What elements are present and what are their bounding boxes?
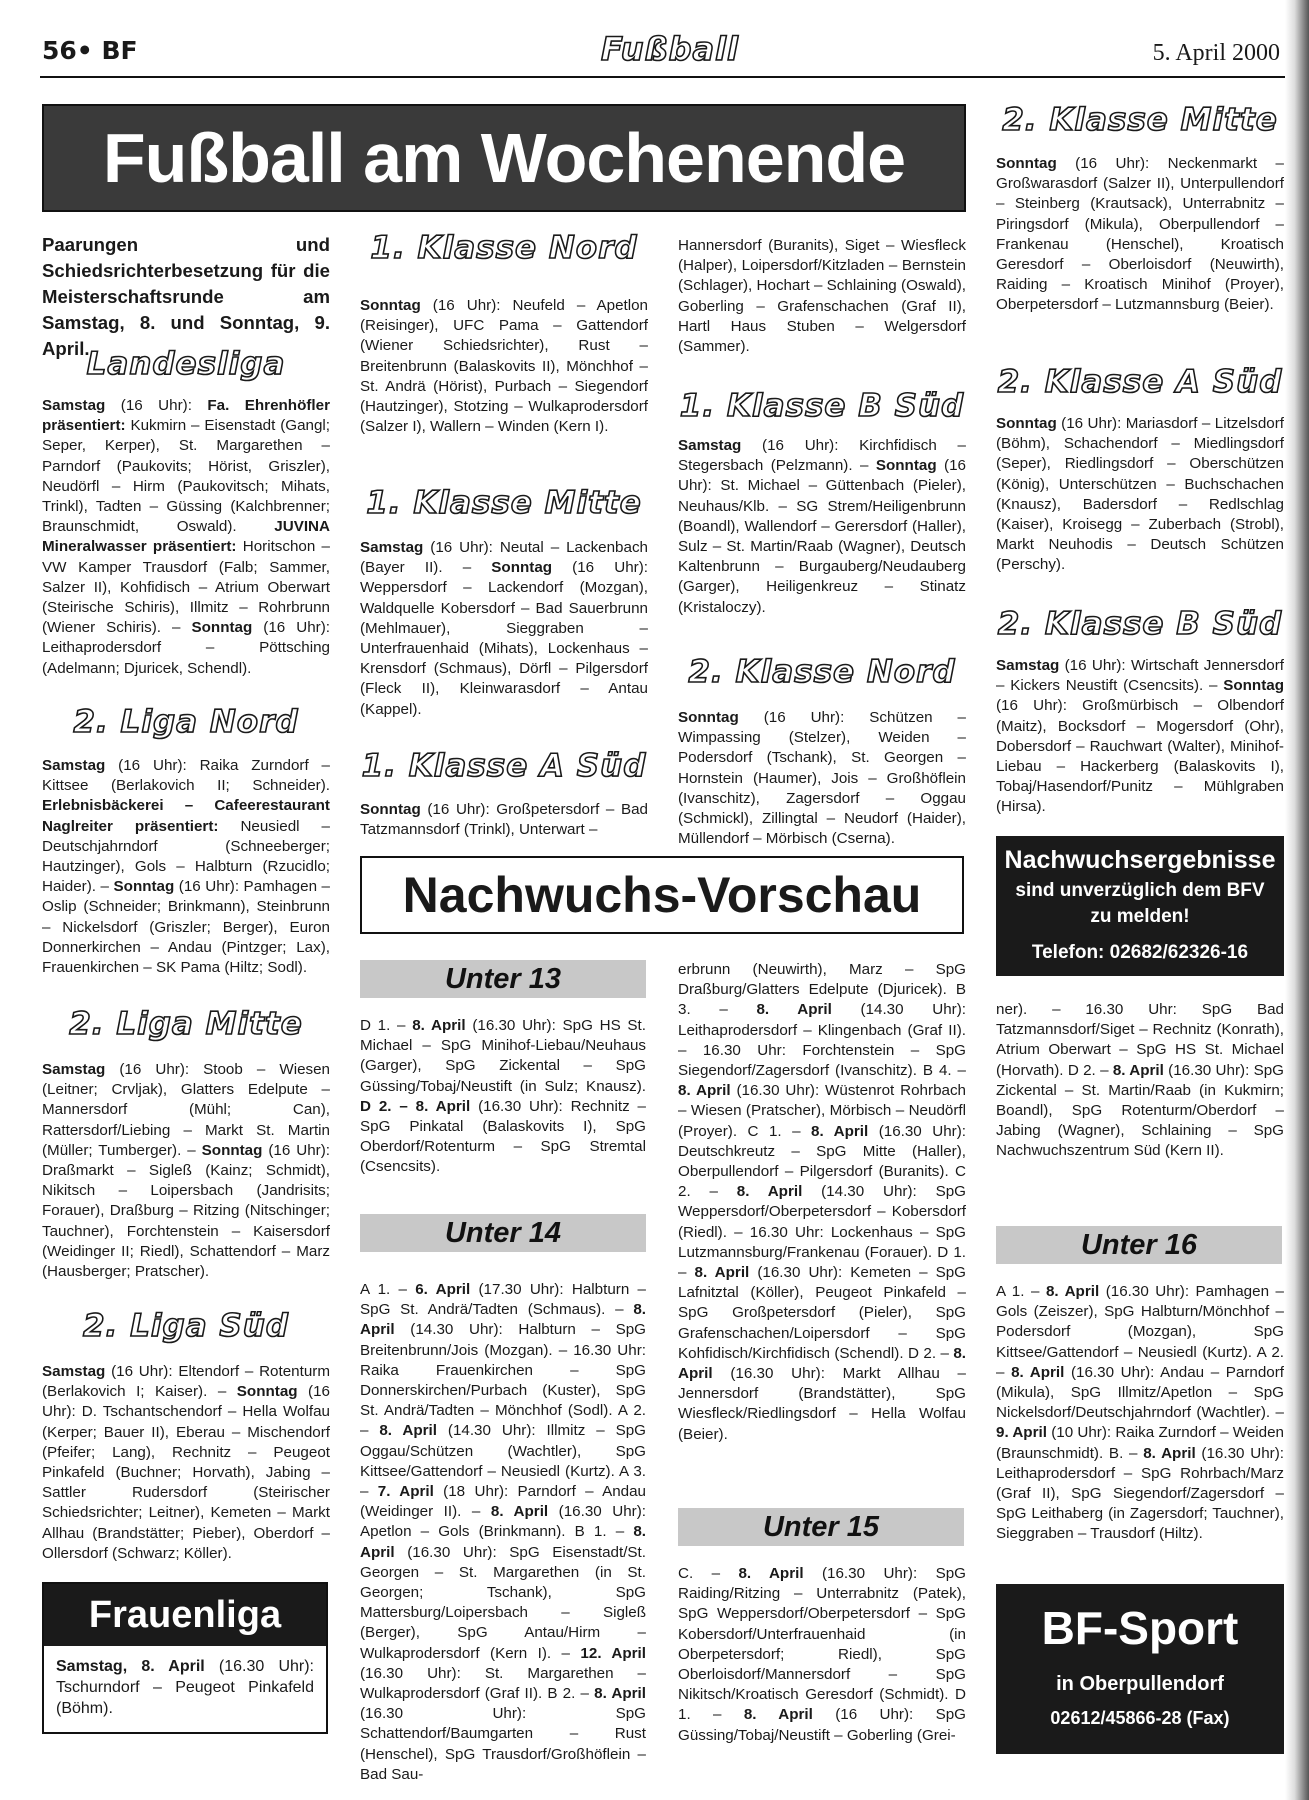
heading-2-klasse-mitte: 2. Klasse Mitte (1002, 102, 1278, 138)
nachwuchs-vorschau-title: Nachwuchs-Vorschau (402, 867, 922, 923)
scan-edge (1285, 0, 1309, 1800)
main-title-banner (42, 104, 966, 212)
nachwuchs-vorschau-title-box (360, 856, 964, 934)
body-unter-15-part1: C. – 8. April (16.30 Uhr): SpG Raiding/Ritzing – Unterrabnitz (Patek), SpG Weppersdorf/Oberpetersdorf – SpG Kobersdorf/Unterfrauenhaid (in Oberpetersdorf; Riedl), SpG Oberloisdorf/Mannersdorf – SpG Nikitsch/Kroatisch Geresdorf (Schmidt). D 1. – 8. April (16 Uhr): SpG Güssing/Tobaj/Neustift – Goberling (Grei- (678, 1565, 966, 1744)
masthead-section: Fußball (600, 30, 740, 68)
nachwuchsergebnisse-title: Nachwuchsergebnisse (1004, 846, 1276, 874)
body-2-klasse-mitte: Sonntag (16 Uhr): Neckenmarkt – Großwarasdorf (Salzer II), Unterpullendorf – Steinberg (Krautsack), Unterrabnitz – Piringsdorf (Mikula), Oberpullendorf – Frankenau (Henschel), Kroatisch Geresdorf – Oberloisdorf (Neuwirth), Raiding – Kroatisch Minihof (Proyer), Oberpetersdorf – Lutzmannsburg (Beier). (996, 155, 1284, 314)
heading-unter-14: Unter 14 (360, 1214, 646, 1252)
body-1-klasse-mitte: Samstag (16 Uhr): Neutal – Lackenbach (Bayer II). – Sonntag (16 Uhr): Weppersdorf – Lackendorf (Mozgan), Waldquelle Kobersdorf – Bad Sauerbrunn (Mehlmauer), Sieggraben – Unterfrauenhaid (Mihats), Lockenhaus – Krensdorf (Schmaus), Dörfl – Pilgersdorf (Fleck II), Kleinwarasdorf – Antau (Kappel). (360, 539, 649, 718)
heading-2-liga-mitte: 2. Liga Mitte (69, 1006, 303, 1042)
body-unter-14-part1: A 1. – 6. April (17.30 Uhr): Halbturn – SpG St. Andrä/Tadten (Schmaus). – 8. April (14.30 Uhr): Halbturn – SpG Breitenbrunn/Jois (Mozgan). – 16.30 Uhr: Raika Frauenkirchen – SpG Donnerskirchen/Purbach (Kuster), SpG St. Andrä/Tadten – Mönchhof (Sodl). A 2. – 8. April (14.30 Uhr): Illmitz – SpG Oggau/Schützen (Wachtler), SpG Kittsee/Gattendorf – Neusiedl (Kurtz). A 3. – 7. April (18 Uhr): Parndorf – Andau (Weidinger II). – 8. April (16.30 Uhr): Apetlon – Gols (Brinkmann). B 1. – 8. April (16.30 Uhr): SpG Eisenstadt/St. Georgen – St. Margarethen (in St. Georgen; Tschank), SpG Mattersburg/Loipersbach – Sigleß (Berger), SpG Antau/Hirm – Wulkaprodersdorf (Kern I). – 12. April (16.30 Uhr): St. Margarethen – Wulkaprodersdorf (Graf II). B 2. – 8. April (16.30 Uhr): SpG Schattendorf/Baumgarten – Rust (Henschel), SpG Trausdorf/Großhöflein – Bad Sau- (360, 1281, 647, 1783)
bf-sport-location: in Oberpullendorf (1056, 1673, 1224, 1695)
body-unter-14-part2: erbrunn (Neuwirth), Marz – SpG Draßburg/Glatters Edelpute (Djuricek). B 3. – 8. April (14.30 Uhr): Leithaprodersdorf – Klingenbach (Graf II). – 16.30 Uhr: Forchtenstein – SpG Siegendorf/Zagersdorf (Ivanschitz). B 4. – 8. April (16.30 Uhr): Wüstenrot Rohrbach – Wiesen (Pratscher), Mörbisch – Neudörfl (Proyer). C 1. – 8. April (16.30 Uhr): Deutschkreutz – SpG Mitte (Haller), Oberpullendorf – Pilgersdorf (Buranits). C 2. – 8. April (14.30 Uhr): SpG Weppersdorf/Oberpetersdorf – Kobersdorf (Riedl). – 16.30 Uhr: Lockenhaus – SpG Lutzmannsburg/Frankenau (Forauer). D 1. – 8. April (16.30 Uhr): Kemeten – SpG Lafnitztal (Köller), Peugeot Pinkafeld – SpG Großpetersdorf (Pieler), SpG Grafenschachen/Loipersdorf – SpG Kohfidisch/Kirchfidisch (Schendl). D 2. – 8. April (16.30 Uhr): Markt Allhau – Jennersdorf (Brandstätter), SpG Wiesfleck/Riedlingsdorf – Hella Wolfau (Beier). (678, 961, 967, 1443)
body-1-klasse-b-sued: Samstag (16 Uhr): Kirchfidisch – Stegersbach (Pelzmann). – Sonntag (16 Uhr): St. Michael – Güttenbach (Pieler), Neuhaus/Klb. – SG Strem/Heiligenbrunn (Boandl), Wallendorf – Gerersdorf (Haller), Sulz – St. Martin/Raab (Wagner), Deutsch Kaltenbrunn – Burgauberg/Neudauberg (Garger), Heiligenkreuz – Stinatz (Kristaloczy). (678, 437, 967, 616)
heading-1-klasse-mitte: 1. Klasse Mitte (366, 485, 642, 521)
body-unter-16: A 1. – 8. April (16.30 Uhr): Pamhagen – Gols (Zeiszer), SpG Halbturn/Mönchhof – Podersdorf (Mozgan), SpG Kittsee/Gattendorf – Neusiedl (Kurtz). A 2. – 8. April (16.30 Uhr): Andau – Parndorf (Mikula), SpG Illmitz/Apetlon – SpG Nickelsdorf/Deutschjahrndorf (Wachtler). – 9. April (10 Uhr): Raika Zurndorf – Weiden (Braunschmidt). B. – 8. April (16.30 Uhr): Leithaprodersdorf – SpG Rohrbach/Marz (Graf II), SpG Siegendorf/Zagersdorf – SpG Leithaberg (in Zagersdorf; Tauchner), Sieggraben – Trausdorf (Hiltz). (996, 1283, 1285, 1543)
body-1-klasse-nord: Sonntag (16 Uhr): Neufeld – Apetlon (Reisinger), UFC Pama – Gattendorf (Wiener Schiedsrichter), Rust – Breitenbrunn (Balaskovits II), Mönchhof – St. Andrä (Hörist), Purbach – Siegendorf (Hautzinger), Stotzing – Wulkaprodersdorf (Salzer I), Wallern – Winden (Kern I). (360, 297, 648, 436)
bf-sport-box (996, 1584, 1284, 1754)
nachwuchsergebnisse-line1: sind unverzüglich dem BFV (1015, 880, 1265, 901)
bf-sport-title: BF-Sport (1041, 1602, 1239, 1654)
bf-sport-fax: 02612/45866-28 (Fax) (1050, 1708, 1230, 1728)
nachwuchsergebnisse-line2: zu melden! (1090, 906, 1190, 927)
heading-unter-16: Unter 16 (996, 1226, 1282, 1264)
body-1-klasse-a-sued-cont: Hannersdorf (Buranits), Siget – Wiesfleck (Halper), Loipersdorf/Kitzladen – Bernstein (Schlager), Hochart – Schlaining (Oswald), Goberling – Grafenschachen (Graf II), Hartl Haus Stuben – Welgersdorf (Sammer). (678, 237, 966, 356)
frauenliga-title: Frauenliga (44, 1584, 326, 1646)
body-2-liga-nord: Samstag (16 Uhr): Raika Zurndorf – Kittsee (Berlakovich II; Schneider). Erlebnisbäckerei – Cafeerestaurant Naglreiter präsentiert: Neusiedl – Deutschjahrndorf (Schneeberger; Hautzinger), Gols – Halbturn (Rzucidlo; Haider). – Sonntag (16 Uhr): Pamhagen – Oslip (Schneider; Brinkmann), Steinbrunn – Nickelsdorf (Griszler; Berger), Euron Donnerkirchen – Andau (Pintzger; Lax), Frauenkirchen – SK Pama (Hiltz; Sodl). (42, 757, 330, 977)
nachwuchsergebnisse-phone: Telefon: 02682/62326-16 (1031, 942, 1249, 963)
body-2-klasse-a-sued: Sonntag (16 Uhr): Mariasdorf – Litzelsdorf (Böhm), Schachendorf – Miedlingsdorf (Seper), Riedlingsdorf – Oberschützen (König), Unterschützen – Buchschachen (Knausz), Badersdorf – Redlschlag (Kaiser), Kroisegg – Zuberbach (Strobl), Markt Neuhodis – Deutsch Schützen (Perschy). (996, 415, 1284, 574)
masthead-rule (40, 76, 1285, 78)
body-1-klasse-a-sued: Sonntag (16 Uhr): Großpetersdorf – Bad Tatzmannsdorf (Trinkl), Unterwart – (360, 801, 648, 839)
heading-2-liga-nord: 2. Liga Nord (73, 704, 299, 740)
body-unter-13: D 1. – 8. April (16.30 Uhr): SpG HS St. Michael – SpG Minihof-Liebau/Neuhaus (Garger), SpG Zickental – SpG Güssing/Tobaj/Neustift (in Sulz; Knausz). D 2. – 8. April (16.30 Uhr): Rechnitz – SpG Pinkatal (Balaskovits I), SpG Oberdorf/Rotenturm – SpG Stremtal (Csencsits). (360, 1017, 646, 1176)
body-2-klasse-b-sued: Samstag (16 Uhr): Wirtschaft Jennersdorf – Kickers Neustift (Csencsits). – Sonntag (16 Uhr): Großmürbisch – Olbendorf (Maitz), Bocksdorf – Mogersdorf (Ohr), Dobersdorf – Rauchwart (Walter), Minihof-Liebau – Hackerberg (Balaskovits I), Tobaj/Hasendorf/Punitz – Mühlgraben (Hirsa). (996, 657, 1284, 816)
heading-2-klasse-b-sued: 2. Klasse B Süd (997, 606, 1283, 642)
body-unter-15-part2: ner). – 16.30 Uhr: SpG Bad Tatzmannsdorf/Siget – Rechnitz (Konrath), Atrium Oberwart – SpG HS St. Michael (Horvath). D 2. – 8. April (16.30 Uhr): SpG Zickental – St. Martin/Raab (in Kukmirn; Boandl), SpG Rotenturm/Oberdorf – Jabing (Wagner), Schlaining – SpG Nachwuchszentrum Süd (Kern II). (996, 1001, 1284, 1160)
body-2-liga-sued: Samstag (16 Uhr): Eltendorf – Rotenturm (Berlakovich I; Kaiser). – Sonntag (16 Uhr): D. Tschantschendorf – Hella Wolfau (Kerper; Bauer II), Eberau – Mischendorf (Pfeifer; Lang), Rechnitz – Peugeot Pinkafeld (Buchner; Horvath), Jabing – Sattler Rudersdorf (Steirischer Schiedsrichter; Leitner), Kemeten – Markt Allhau (Brandstätter; Pieber), Oberdorf – Ollersdorf (Schwarz; Köller). (42, 1363, 331, 1562)
body-frauenliga: Samstag, 8. April (16.30 Uhr): Tschurndorf – Peugeot Pinkafeld (Böhm). (56, 1658, 314, 1717)
heading-2-klasse-nord: 2. Klasse Nord (688, 654, 956, 690)
main-title: Fußball am Wochenende (102, 119, 906, 197)
masthead-page: 56• BF (42, 36, 138, 65)
body-2-klasse-nord: Sonntag (16 Uhr): Schützen – Wimpassing (Stelzer), Weiden – Podersdorf (Tschank), St. Georgen – Hornstein (Haumer), Jois – Großhöflein (Ivanschitz), Zagersdorf – Oggau (Schmickl), Zillingtal – Neudorf (Haider), Müllendorf – Mörbisch (Cserna). (678, 709, 966, 848)
masthead-date: 5. April 2000 (1152, 40, 1280, 66)
page-number: 56 (42, 36, 77, 65)
intro-text: Paarungen und Schiedsrichterbesetzung für die Meisterschaftsrunde am Samstag, 8. und Sonntag, 9. April. (42, 234, 330, 359)
heading-landesliga: Landesliga (86, 346, 286, 382)
body-2-liga-mitte: Samstag (16 Uhr): Stoob – Wiesen (Leitner; Crvljak), Glatters Edelpute – Mannersdorf (Mühl; Can), Rattersdorf/Liebing – Markt St. Martin (Müller; Tumberger). – Sonntag (16 Uhr): Draßmarkt – Sigleß (Kainz; Schmidt), Nikitsch – Loipersbach (Jandrisits; Forauer), Draßburg – Ritzing (Nitschinger; Tauchner), Forchtenstein – Kaisersdorf (Weidinger II; Riedl), Schattendorf – Marz (Hausberger; Pratscher). (42, 1061, 331, 1281)
nachwuchsergebnisse-box (996, 836, 1284, 976)
heading-1-klasse-a-sued: 1. Klasse A Süd (361, 748, 647, 784)
heading-unter-15: Unter 15 (678, 1508, 964, 1546)
heading-2-liga-sued: 2. Liga Süd (82, 1308, 289, 1344)
body-landesliga: Samstag (16 Uhr): Fa. Ehrenhöfler präsentiert: Kukmirn – Eisenstadt (Gangl; Seper, Kerper), St. Margarethen – Parndorf (Paukovits; Hörist, Griszler), Neudörfl – Hirm (Paukovitsch; Mihats, Trinkl), Tadten – Güssing (Kalchbrenner; Braunschmidt, Oswald). JUVINA Mineralwasser präsentiert: Horitschon – VW Kamper Trausdorf (Falb; Sammer, Salzer II), Kohfidisch – Atrium Oberwart (Steirische Schiris), Illmitz – Rohrbrunn (Wiener Schiris). – Sonntag (16 Uhr): Leithaprodersdorf – Pöttsching (Adelmann; Djuricek, Schendl). (42, 397, 330, 677)
heading-1-klasse-nord: 1. Klasse Nord (370, 230, 638, 266)
frauenliga-box (42, 1582, 328, 1734)
heading-2-klasse-a-sued: 2. Klasse A Süd (997, 364, 1283, 400)
heading-unter-13: Unter 13 (360, 960, 646, 998)
heading-1-klasse-b-sued: 1. Klasse B Süd (679, 388, 965, 424)
paper-name: BF (101, 36, 138, 65)
